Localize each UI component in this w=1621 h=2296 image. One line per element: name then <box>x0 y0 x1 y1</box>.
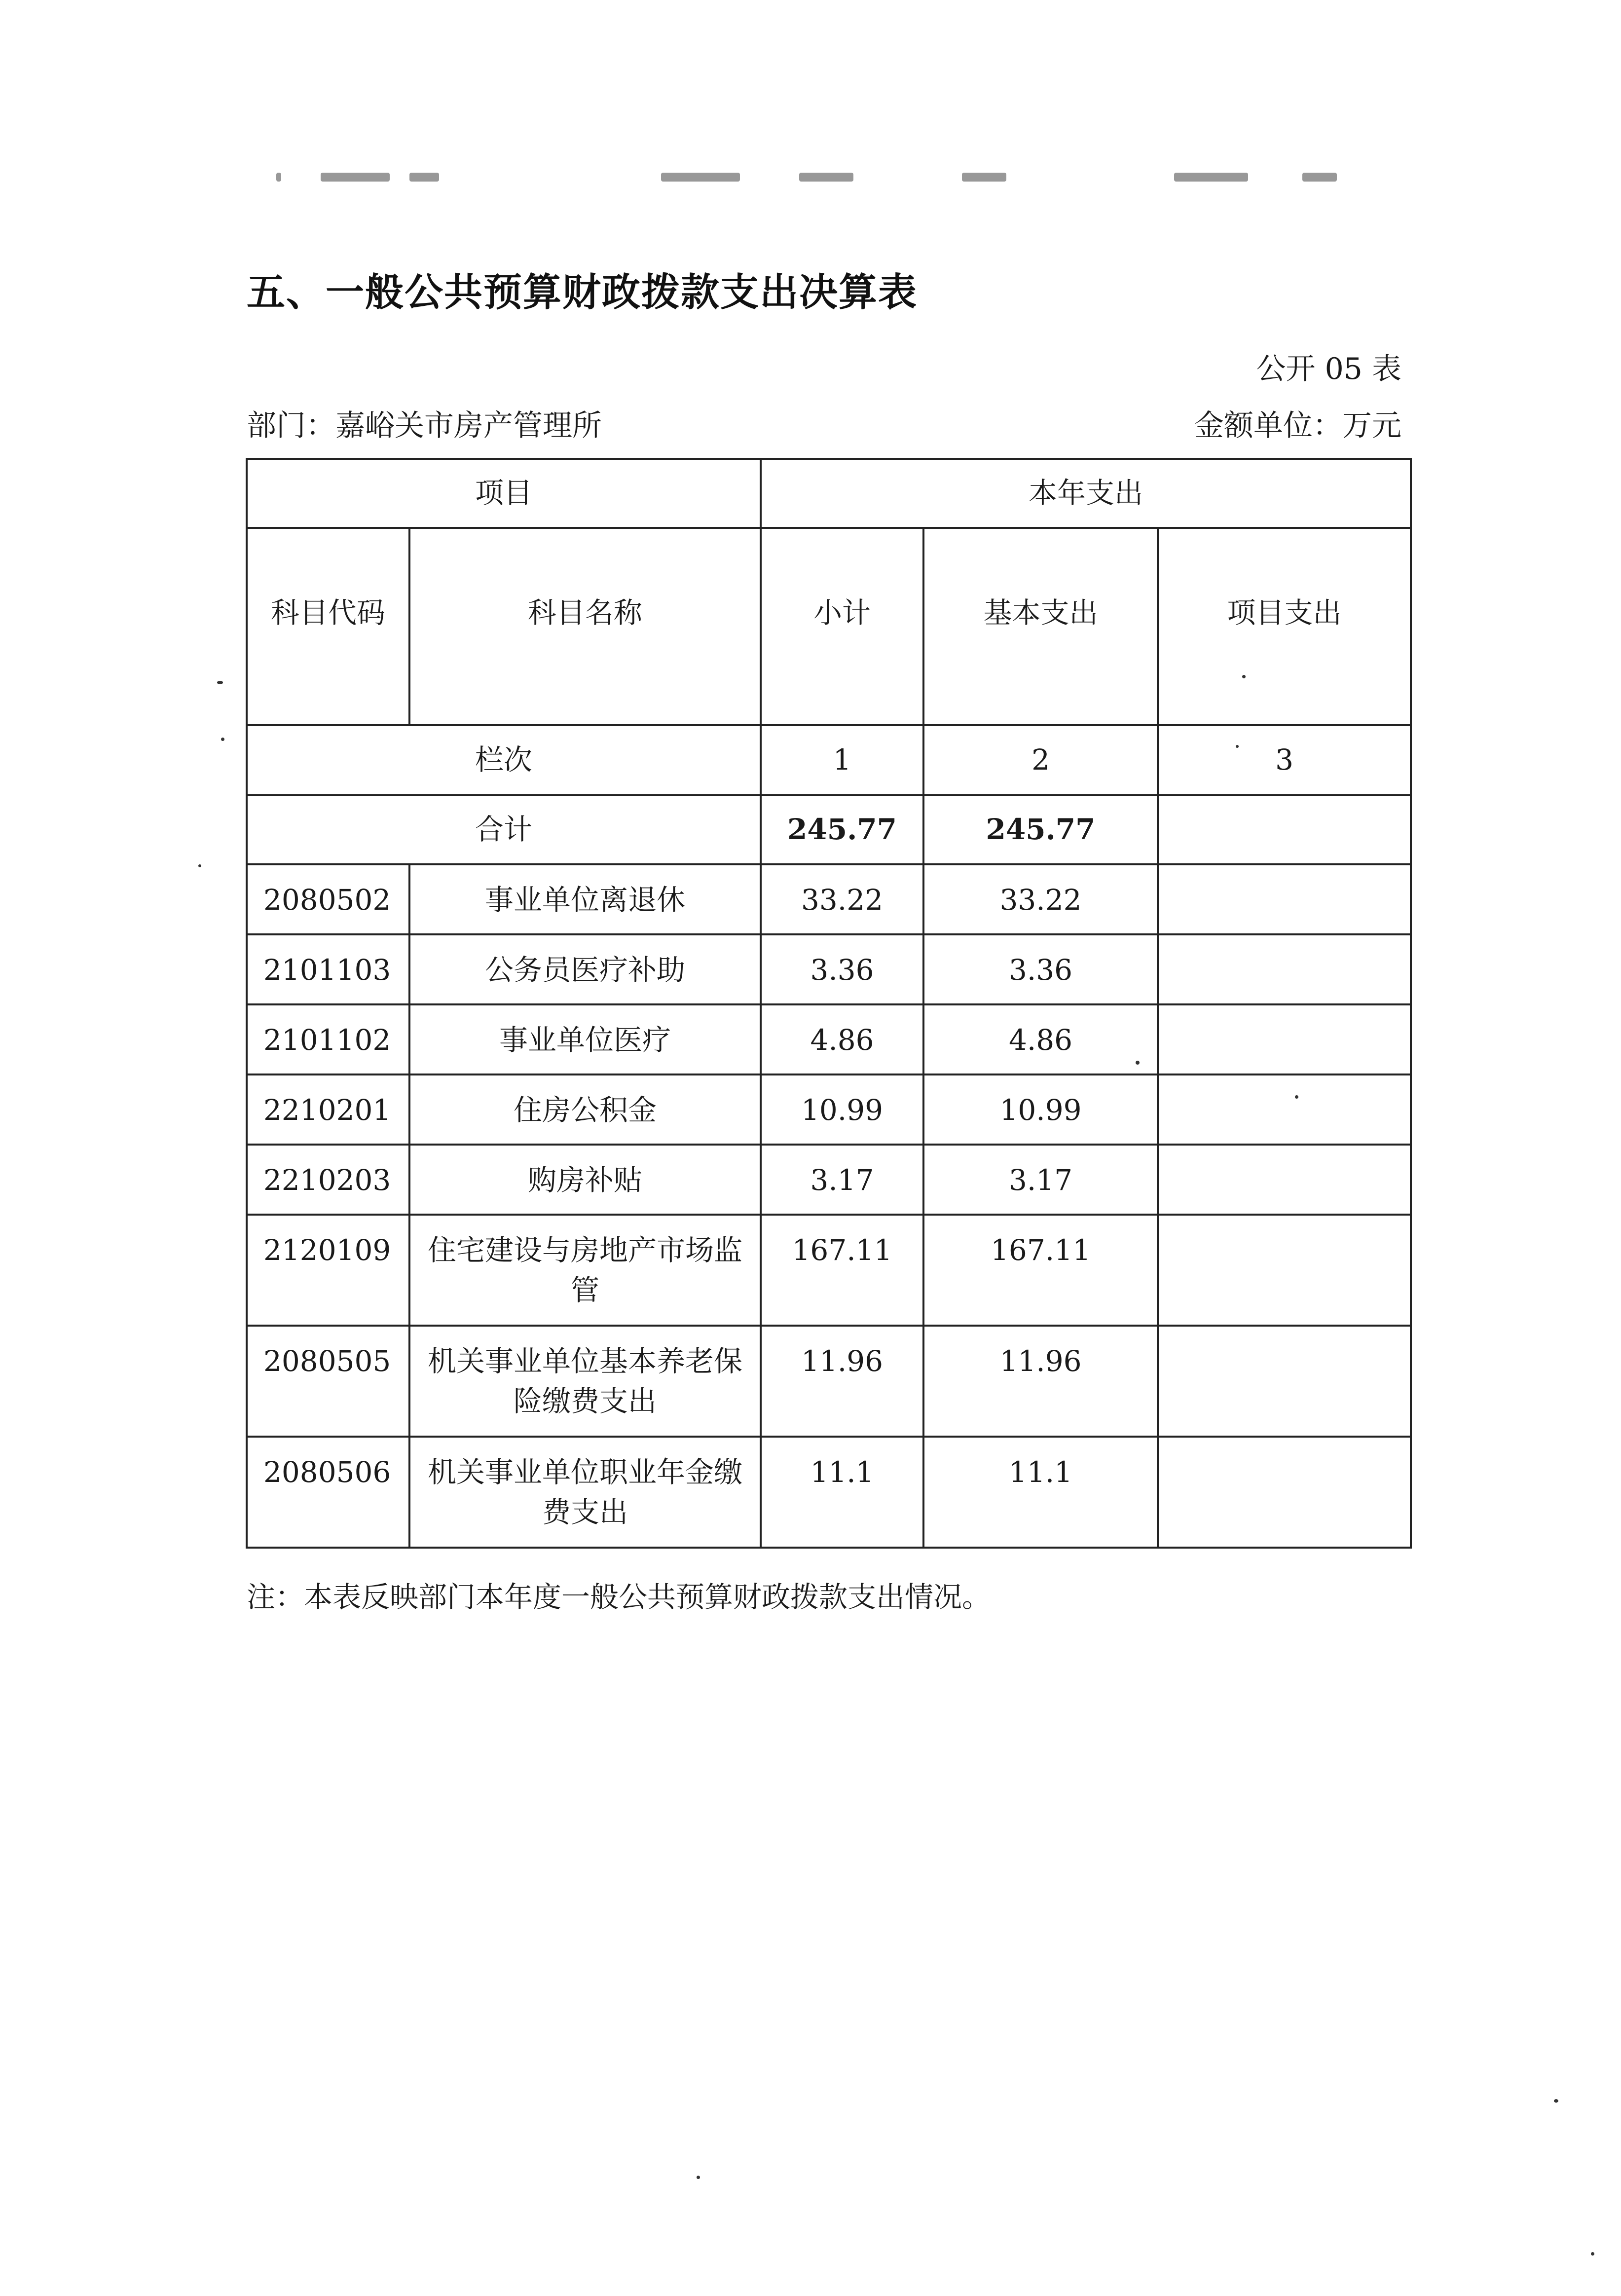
table-row <box>247 1326 1411 1437</box>
scan-speck <box>221 738 224 741</box>
row-name: 机关事业单位基本养老保险缴费支出 <box>409 1326 761 1437</box>
table-row <box>247 934 1411 1004</box>
row-project <box>1158 1145 1411 1215</box>
table-row <box>247 1437 1411 1548</box>
row-project <box>1158 1004 1411 1074</box>
header-basic: 基本支出 <box>923 528 1158 725</box>
row-name: 公务员医疗补助 <box>409 934 761 1004</box>
scan-speck <box>1136 1061 1140 1065</box>
row-name: 事业单位离退休 <box>409 864 761 934</box>
column-index-row <box>247 725 1411 795</box>
row-subtotal: 4.86 <box>761 1004 923 1074</box>
scan-speck <box>198 864 201 867</box>
table-row <box>247 1074 1411 1145</box>
row-code: 2120109 <box>247 1215 409 1326</box>
group-header-row <box>247 459 1411 528</box>
row-subtotal: 11.1 <box>761 1437 923 1548</box>
scan-speck <box>1242 675 1246 678</box>
column-header-row <box>247 528 1411 725</box>
row-basic: 4.86 <box>923 1004 1158 1074</box>
row-name: 事业单位医疗 <box>409 1004 761 1074</box>
row-subtotal: 10.99 <box>761 1074 923 1145</box>
total-basic: 245.77 <box>923 795 1158 864</box>
row-code: 2080505 <box>247 1326 409 1437</box>
row-basic: 3.36 <box>923 934 1158 1004</box>
column-index-label: 栏次 <box>247 725 761 795</box>
scan-speck <box>1554 2099 1558 2103</box>
scan-speck <box>217 681 223 684</box>
row-basic: 167.11 <box>923 1215 1158 1326</box>
row-subtotal: 167.11 <box>761 1215 923 1326</box>
header-name: 科目名称 <box>409 528 761 725</box>
total-subtotal: 245.77 <box>761 795 923 864</box>
row-project <box>1158 934 1411 1004</box>
row-name: 住房公积金 <box>409 1074 761 1145</box>
scan-speck <box>1295 1095 1298 1099</box>
row-project <box>1158 1074 1411 1145</box>
row-name: 机关事业单位职业年金缴费支出 <box>409 1437 761 1548</box>
row-basic: 11.1 <box>923 1437 1158 1548</box>
row-subtotal: 33.22 <box>761 864 923 934</box>
column-index-1: 1 <box>761 725 923 795</box>
department-label: 部门：嘉峪关市房产管理所 <box>247 408 602 443</box>
table-note: 注：本表反映部门本年度一般公共预算财政拨款支出情况。 <box>247 1580 991 1614</box>
row-project <box>1158 1437 1411 1548</box>
row-code: 2080502 <box>247 864 409 934</box>
row-basic: 3.17 <box>923 1145 1158 1215</box>
row-project <box>1158 864 1411 934</box>
amount-unit-label: 金额单位：万元 <box>1194 408 1401 443</box>
row-code: 2210201 <box>247 1074 409 1145</box>
column-index-3: 3 <box>1158 725 1411 795</box>
budget-table <box>246 458 1412 1549</box>
table-row <box>247 864 1411 934</box>
row-code: 2101103 <box>247 934 409 1004</box>
scan-speck <box>697 2176 700 2179</box>
total-project <box>1158 795 1411 864</box>
scan-speck <box>1236 745 1239 748</box>
table-row <box>247 1145 1411 1215</box>
scan-artifact-strip <box>276 173 1352 185</box>
column-index-2: 2 <box>923 725 1158 795</box>
row-subtotal: 3.17 <box>761 1145 923 1215</box>
total-label: 合计 <box>247 795 761 864</box>
total-row <box>247 795 1411 864</box>
row-code: 2080506 <box>247 1437 409 1548</box>
row-code: 2210203 <box>247 1145 409 1215</box>
row-name: 购房补贴 <box>409 1145 761 1215</box>
row-subtotal: 11.96 <box>761 1326 923 1437</box>
table-row <box>247 1004 1411 1074</box>
row-basic: 33.22 <box>923 864 1158 934</box>
header-code: 科目代码 <box>247 528 409 725</box>
page-title: 五、一般公共预算财政拨款支出决算表 <box>247 270 918 315</box>
row-basic: 11.96 <box>923 1326 1158 1437</box>
row-project <box>1158 1215 1411 1326</box>
header-current-year: 本年支出 <box>761 459 1411 528</box>
row-subtotal: 3.36 <box>761 934 923 1004</box>
scan-speck <box>1591 2252 1594 2256</box>
row-name: 住宅建设与房地产市场监管 <box>409 1215 761 1326</box>
table-row <box>247 1215 1411 1326</box>
row-code: 2101102 <box>247 1004 409 1074</box>
row-basic: 10.99 <box>923 1074 1158 1145</box>
header-project-expense: 项目支出 <box>1158 528 1411 725</box>
header-project: 项目 <box>247 459 761 528</box>
form-code: 公开 05 表 <box>1256 352 1401 386</box>
header-subtotal: 小计 <box>761 528 923 725</box>
row-project <box>1158 1326 1411 1437</box>
